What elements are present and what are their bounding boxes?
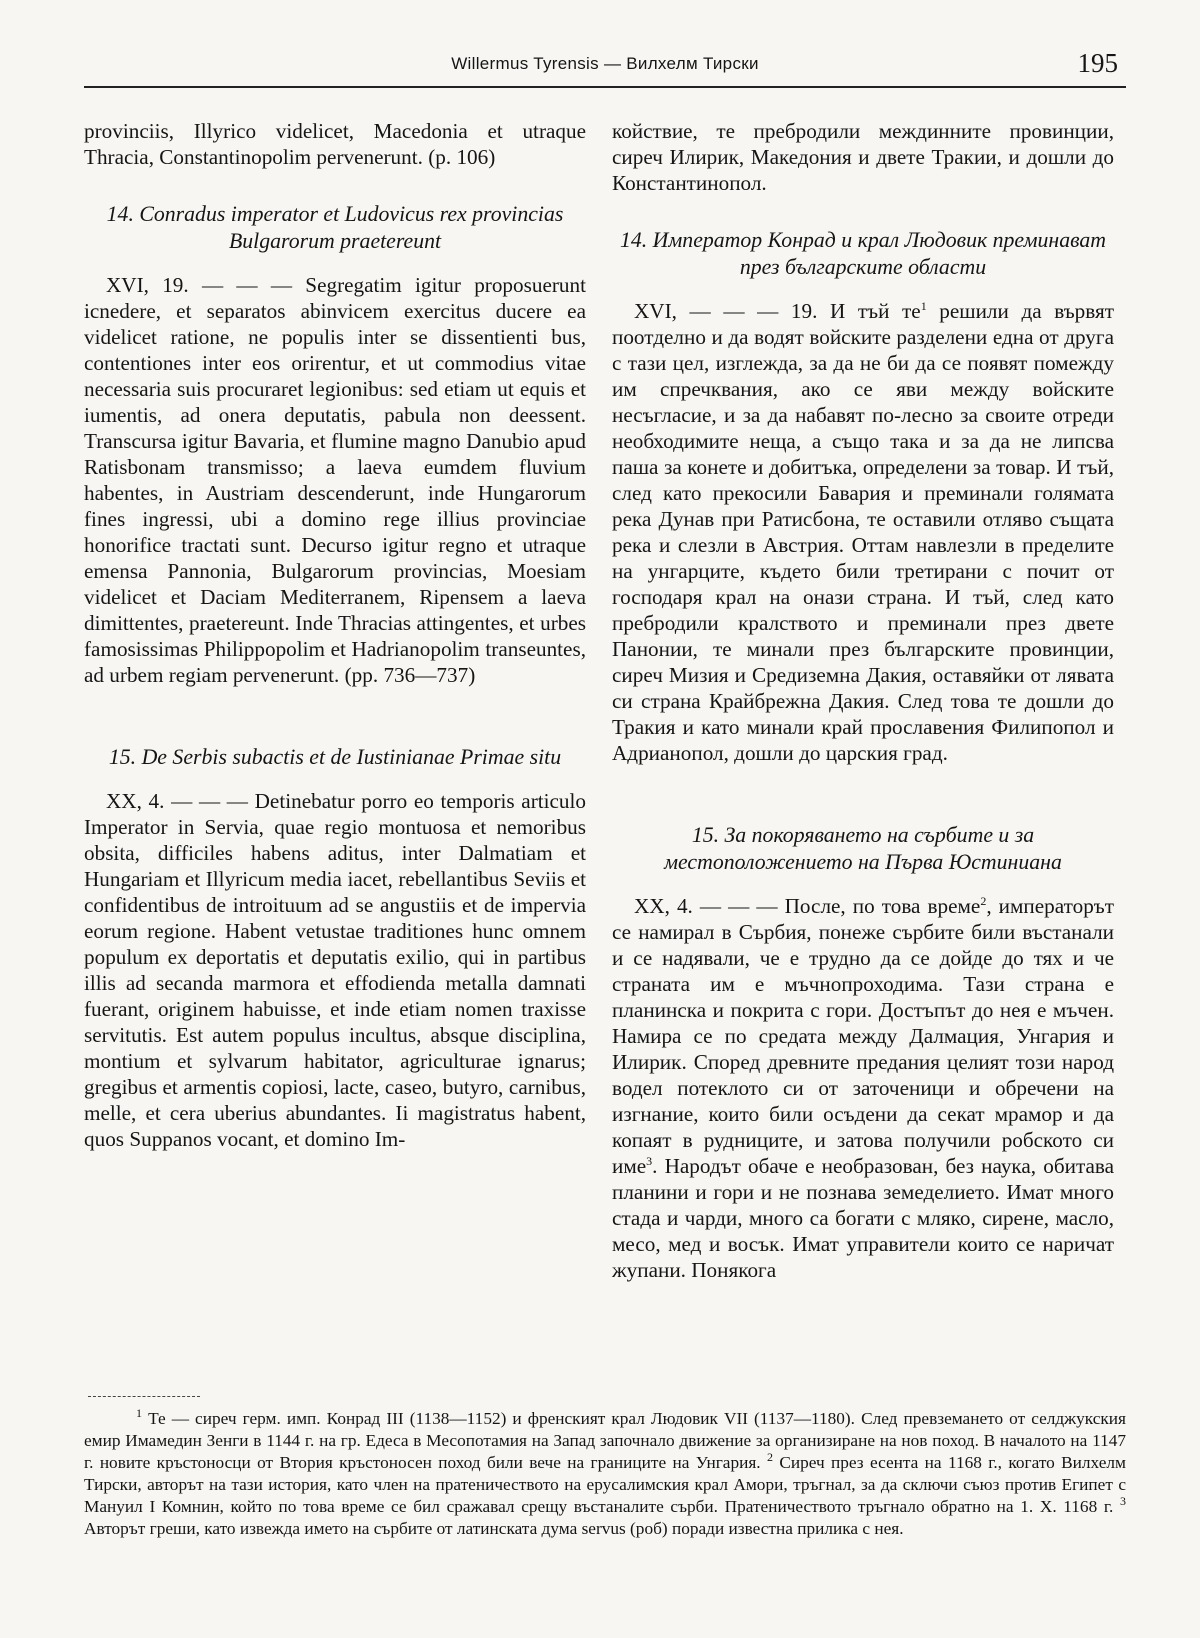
bulgarian-section-15-text-end: . Народът обаче е необразован, без наука, обитава планини и гори и не познава земеделието. Имат много стада и чарди, много са богати с мляко, сирене, масло, месо, мед и восък. Имат управители които се наричат жупани. Понякога xyxy=(612,1154,1114,1282)
footnote-2-mark: 2 xyxy=(766,1450,773,1465)
footnote-2-text: Сиреч през есента на 1168 г., когато Вилхелм Тирски, авторът на тази история, като член на пратеничеството на ерусалимския крал Амори, тръгнал, за да сключи съюз против Египет с Мануил I Комнин, който по това време се бил сражавал срещу въстаналите сърби. Пратеничеството тръгнало обратно на 1. X. 1168 г. xyxy=(84,1453,1126,1516)
bulgarian-section-14-text-start: XVI, — — — 19. И тъй те xyxy=(634,299,921,323)
running-title: Willermus Tyrensis — Вилхелм Тирски xyxy=(451,54,759,73)
bulgarian-section-15-text xyxy=(612,893,1114,1283)
latin-section-15-text: XX, 4. — — — Detinebatur porro eo temporis articulo Imperator in Servia, quae regio montuosa et nemoribus obsita, difficiles habens aditus, inter Dalmatiam et Hungariam et Illyricum media iacet, rebellantibus Seviis et confidentibus de introituum ad se angustiis et de impervia eorum regione. Habent vetustae traditiones hunc omnem populum ex deportatis et deputatis exilio, qui in partibus illis ad secanda marmora et effodienda metalla damnati fuerant, originem habuisse, et inde etiam nomen traxisse servitutis. Est autem populus incultus, absque disciplina, montium et sylvarum habitator, agriculturae ignarus; gregibus et armentis copiosi, lacte, caseo, butyro, carnibus, melle, et cera uberius abundantes. Ii magistratus habent, quos Suppanos vocant, et domino Im- xyxy=(84,789,586,1151)
footnote-separator xyxy=(88,1396,200,1397)
latin-intro-paragraph: provinciis, Illyrico videlicet, Macedonia et utraque Thracia, Constantinopolim pervenerunt. (p. 106) xyxy=(84,119,586,169)
latin-section-14-text: XVI, 19. — — — Segregatim igitur proposuerunt icnedere, et separatos abinvicem exercitus ducere ea videlicet ratione, ne populis inter se dissentienti bus, contentiones inter eos orirentur, et ut commodius vitae necessaria suis procuraret legionibus: sed etiam ut equis et iumentis, ad onera deputatis, pabula non deessent. Transcursa igitur Bavaria, et flumine magno Danubio apud Ratisbonam transmisso; a laeva eumdem fluvium habentes, in Austriam descenderunt, inde Hungarorum fines ingressi, ubi a domino rege illius provinciae honorifice tractati sunt. Decurso igitur regno et utraque emensa Pannonia, Bulgarorum provincias, Moesiam videlicet et Daciam Mediterranem, Ripensem a laeva dimittentes, praetereunt. Inde Thracias attingentes, et urbes famosissimas Philippopolim et Hadrianopolim transeuntes, ad urbem regiam pervenerunt. (pp. 736—737) xyxy=(84,273,586,687)
bulgarian-section-14-text-rest: решили да вървят поотделно и да водят войските разделени една от друга с тази цел, изглежда, за да не би да се появят помежду им спречквания, ако се яви между войските несъгласие, и за да набавят по-лесно за своите отреди необходимите неща, а също така и за да не липсва паша за конете и добитъка, определени за товар. И тъй, след като прекосили Бавария и преминали голямата река Дунав при Ратисбона, те оставили отляво същата река и слезли в Австрия. Оттам навлезли в пределите на унгарците, където били третирани с почит от господаря крал на онази страна. И тъй, след като пребродили кралството и преминали през двете Панонии, те минали през българските провинции, сиреч Мизия и Средиземна Дакия, оставяйки от лявата си страна Крайбрежна Дакия. След това те дошли до Тракия и като минали край прославения Филипопол и Адрианопол, дошли до царския град. xyxy=(612,299,1114,765)
bulgarian-section-14-title: 14. Император Конрад и крал Людовик преминават през българските области xyxy=(619,228,1107,279)
running-header xyxy=(84,48,1126,88)
bulgarian-section-15-text-middle: , императорът се намирал в Сърбия, понеже сърбите били въстанали и се надявали, че е трудно да се дойде до тях и че страната им е мъчнопроходима. Тази страна е планинска и покрита с гори. Достъпът до нея е мъчен. Намира се по средата между Далмация, Унгария и Илирик. Според древните предания целият този народ водел потеклото си от заточеници и обречени на изгнание, които били осъдени да секат мрамор и да копаят в рудниците, и затова получили робското си име xyxy=(612,894,1114,1178)
footnotes xyxy=(84,1408,1126,1540)
footnote-ref-1: 1 xyxy=(920,298,927,313)
bulgarian-column xyxy=(612,118,1114,1283)
page-number: 195 xyxy=(1077,48,1118,78)
bulgarian-section-15-title: 15. За покоряването на сърбите и за местоположението на Първа Юстиниана xyxy=(664,823,1062,874)
footnote-block xyxy=(84,1408,1126,1540)
footnote-1-mark: 1 xyxy=(136,1406,142,1421)
bulgarian-section-14-text xyxy=(612,298,1114,766)
latin-column xyxy=(84,118,586,1152)
footnote-3-mark: 3 xyxy=(1120,1494,1126,1509)
latin-section-15-title: 15. De Serbis subactis et de Iustinianae Primae situ xyxy=(108,745,562,769)
footnote-1-text: Те — сиреч герм. имп. Конрад III (1138—1152) и френският крал Людовик VII (1137—1180). След превземането от селджукския емир Имамедин Зенги в 1144 г. на гр. Едеса в Месопотамия на Запад започнало движение за организиране на нов поход. В началото на 1147 г. новите кръстоносци от Втория кръстоносен поход били вече на границите на Унгария. xyxy=(84,1409,1126,1472)
bulgarian-section-15-text-start: XX, 4. — — — После, по това време xyxy=(634,894,981,918)
footnote-ref-3: 3 xyxy=(646,1153,653,1168)
footnote-3-text: Авторът греши, като извежда името на сърбите от латинската дума servus (роб) поради известна прилика с нея. xyxy=(84,1519,904,1538)
latin-section-14-title: 14. Conradus imperator et Ludovicus rex provincias Bulgarorum praetereunt xyxy=(106,202,564,253)
footnote-ref-2: 2 xyxy=(980,893,987,908)
bulgarian-intro-paragraph: койствие, те пребродили междинните провинции, сиреч Илирик, Македония и двете Тракии, и дошли до Константинопол. xyxy=(612,119,1114,195)
